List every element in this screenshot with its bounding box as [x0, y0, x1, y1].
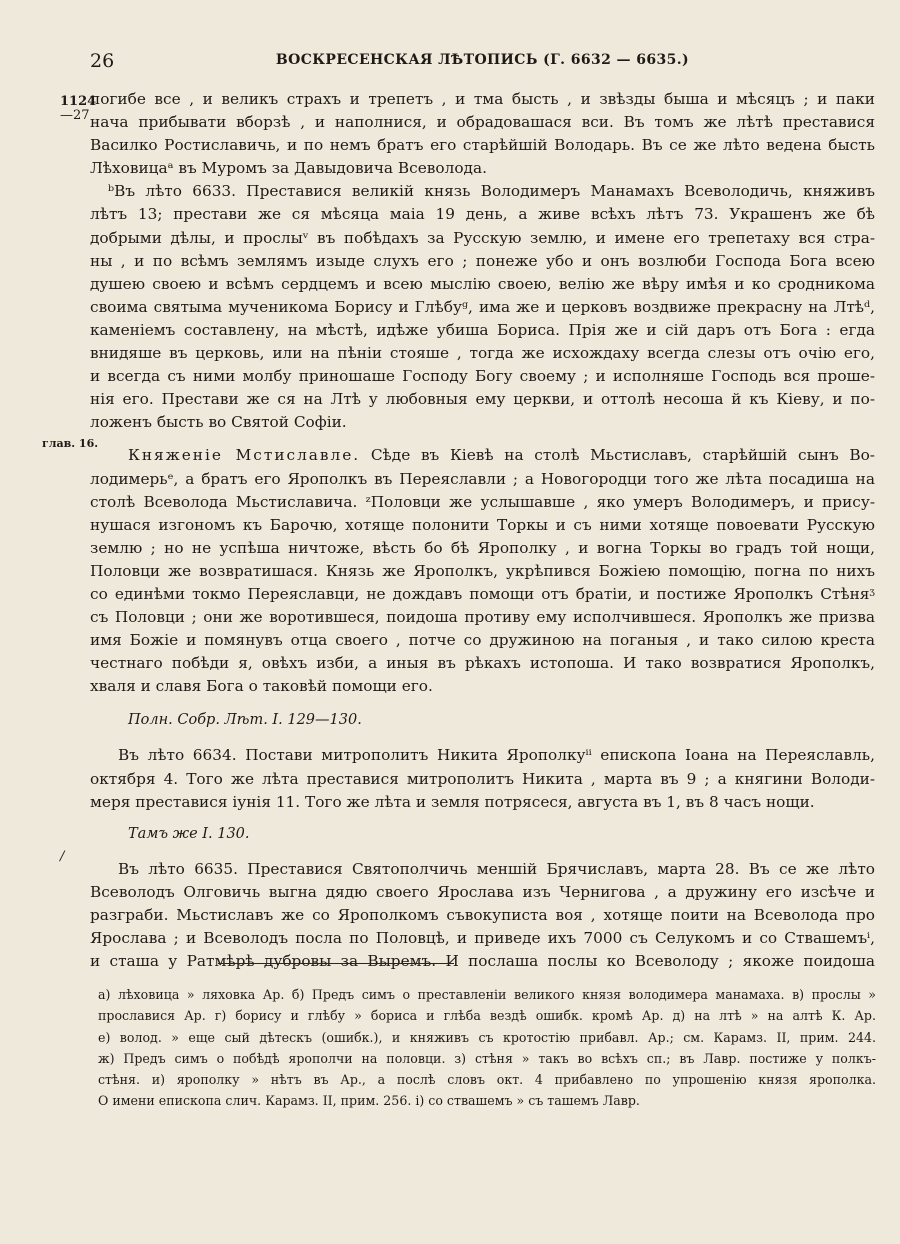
paragraph-2: [90, 180, 875, 434]
text-line: Половци же возвратишася. Князь же Ярополкъ, укрѣпився Божiею помощiю, погна по нихъ: [90, 561, 875, 580]
text-line: ны , и по всѣмъ землямъ изыде слухъ его ; понеже убо и онъ возлюби Господа Бога всею: [90, 251, 875, 270]
text-line: душею своею и всѣмъ сердцемъ и всею мыслiю своею, велiю же вѣру имѣя и ко сродникома: [90, 274, 875, 293]
footnote-line: стѣня. и) ярополку » нѣтъ въ Ар., а послѣ словъ окт. 4 прибавлено по упрошенiю князя ярополка.: [98, 1072, 876, 1088]
paragraph-5: [90, 858, 875, 973]
footnote-line: ж) Предъ симъ о побѣдѣ ярополчи на половци. з) стѣня » такъ во всѣхъ сп.; въ Лавр. постиже у полкъ-: [98, 1050, 876, 1066]
paragraph-4: [90, 744, 875, 813]
main-text: [90, 88, 875, 973]
text-line: землю ; но не успѣша ничтоже, вѣсть бо бѣ Ярополку , и вогна Торкы во градъ той нощи,: [90, 538, 875, 557]
text-line: Въ лѣто 6635. Преставися Святополчичь меншiй Брячиславъ, марта 28. Въ се же лѣто: [118, 859, 875, 878]
text-line: Ярослава ; и Всеволодъ посла по Половцѣ, и приведе ихъ 7000 съ Селукомъ и со Ствашемъⁱ,: [90, 929, 875, 947]
spacer: [90, 814, 875, 822]
footnote-divider: [218, 963, 454, 964]
footnote-line: а) лѣховица » ляховка Ар. б) Предъ симъ о преставленiи великого князя володимера манамаха. в) прослы »: [98, 987, 876, 1002]
paragraph-1: [90, 88, 875, 180]
footnotes: [98, 984, 876, 1112]
text-line: Василко Ростиславичь, и по немъ братъ его старѣйшiй Володарь. Въ се же лѣто ведена бысть: [90, 136, 875, 155]
text-line: ложенъ бысть во Святой Софiи.: [90, 413, 347, 432]
text-line: имя Божiе и помянувъ отца своего , потче со дружиною на поганыя , и тако силою креста: [90, 631, 875, 650]
running-title: ВОСКРЕСЕНСКАЯ ЛѢТОПИСЬ (Г. 6632 — 6635.): [275, 52, 690, 68]
margin-chapter-label: глав. 16.: [42, 437, 99, 450]
footnote-line: прославися Ар. г) борису и глѣбу » бориса и глѣба вездѣ ошибк. кромѣ Ар. д) на лтѣ » на алтѣ К. Ар.: [98, 1008, 876, 1024]
text-line: съ Половци ; они же воротившеся, поидоша противу ему исполчившеся. Ярополкъ же призва: [90, 608, 875, 627]
text-line: лѣтъ 13; престави же ся мѣсяца маiа 19 день, а живе всѣхъ лѣтъ 73. Украшенъ же бѣ: [90, 205, 875, 224]
source-citation: Полн. Собр. Лѣт. I. 129—130.: [128, 712, 362, 729]
text-line: нушася изгономъ къ Барочю, хотяще полонити Торкы и съ ними хотяще повоевати Русскую: [90, 515, 875, 534]
text-line: хваля и славя Бога о таковѣй помощи его.: [90, 677, 433, 696]
text-line: столѣ Всеволода Мьстиславича. ᶻПоловци же услышавше , яко умеръ Володимеръ, и прису-: [90, 492, 875, 511]
text-line: Лѣховицаᵃ въ Муромъ за Давыдовича Всеволода.: [90, 159, 487, 178]
spacer: [90, 846, 875, 858]
source-citation: Тамъ же I. 130.: [128, 825, 250, 842]
text-line: внидяше въ церковь, или на пѣнiи стояше , тогда же исхождаху всегда слезы отъ очiю его,: [90, 344, 875, 363]
text-line: и всегда съ ними молбу приношаше Господу Богу своему ; и исполняше Господь вся проше-: [90, 367, 875, 386]
text-line: меря преставися iунiя 11. Того же лѣта и земля потрясеся, августа въ 1, въ 8 часъ нощи.: [90, 792, 815, 811]
text-line: честнаго побѣди я, овѣхъ изби, а иныя въ рѣкахъ истопоша. И тако возвратися Ярополкъ,: [90, 654, 875, 673]
text-line: лодимерьᵉ, а братъ его Ярополкъ въ Переяславли ; а Новогородци того же лѣта посадиша на: [90, 469, 875, 488]
spacer: [90, 732, 875, 744]
page-header: [90, 50, 875, 76]
footnote-line: е) волод. » еще сый дѣтескъ (ошибк.), и княживъ съ кротостiю прибавл. Ар.; см. Карамз. II, прим. 244.: [98, 1029, 876, 1045]
text-line: погибе все , и великъ страхъ и трепетъ , и тма бысть , и звѣзды быша и мѣсяцъ ; и паки: [90, 90, 875, 108]
text-line: ᵇВъ лѣто 6633. Преставися великiй князь Володимеръ Манамахъ Всеволодичь, княживъ: [108, 182, 875, 201]
text-line: добрыми дѣлы, и прослыᵛ въ побѣдахъ за Русскую землю, и имене его трепетаху вся стра-: [90, 228, 875, 247]
chapter-first-line: Сѣде въ Кiевѣ на столѣ Мьстиславъ, старѣйшiй сынъ Во-: [360, 446, 875, 465]
text-line: Всеволодъ Олговичь выгна дядю своего Ярослава изъ Чернигова , а дружину его изсѣче и: [90, 882, 875, 901]
text-line: своима святыма мученикома Борису и Глѣбуᵍ, има же и церковъ воздвиже прекрасну на Лтѣᵈ,: [90, 297, 875, 316]
spacer: [90, 434, 875, 444]
paragraph-3: [90, 444, 875, 698]
spacer: [90, 698, 875, 708]
text-line: нача прибывати вборзѣ , и наполнися, и обрадовашася вси. Въ томъ же лѣтѣ преставися: [90, 113, 875, 132]
text-line: каменiемъ составлену, на мѣстѣ, идѣже убиша Бориса. Прiя же и сiй даръ отъ Бога : егда: [90, 320, 875, 339]
text-line: октября 4. Того же лѣта преставися митрополитъ Никита , марта въ 9 ; а княгини Володи-: [90, 769, 875, 788]
margin-year-1124: 1124: [60, 94, 97, 109]
margin-mark: /: [60, 849, 65, 864]
footnote-line: О имени епископа слич. Карамз. II, прим. 256. i) со ствашемъ » съ ташемъ Лавр.: [98, 1093, 640, 1109]
text-line: нiя его. Престави же ся на Лтѣ у любовныя ему церкви, и оттолѣ несоша й къ Кiеву, и по-: [90, 390, 875, 409]
page-number: 26: [90, 50, 115, 72]
text-line: со единѣми токмо Переяславци, не дождавъ помощи отъ братiи, и постиже Ярополкъ Стѣняᶾ: [90, 584, 875, 603]
text-line: Въ лѣто 6634. Постави митрополитъ Никита Ярополкуⁱⁱ епископа Iоана на Переяславль,: [118, 746, 875, 765]
text-line: [90, 444, 875, 467]
text-line: и сташа у Ратмѣрѣ дубровы за Выремъ. И послаша послы ко Всеволоду ; якоже поидоша: [90, 952, 875, 971]
chapter-heading: Княженiе Мстиславле.: [128, 446, 361, 465]
text-line: разграби. Мьстиславъ же со Ярополкомъ съвокуписта воя , хотяще поити на Всеволода про: [90, 905, 875, 924]
margin-year-27: —27: [60, 108, 90, 123]
